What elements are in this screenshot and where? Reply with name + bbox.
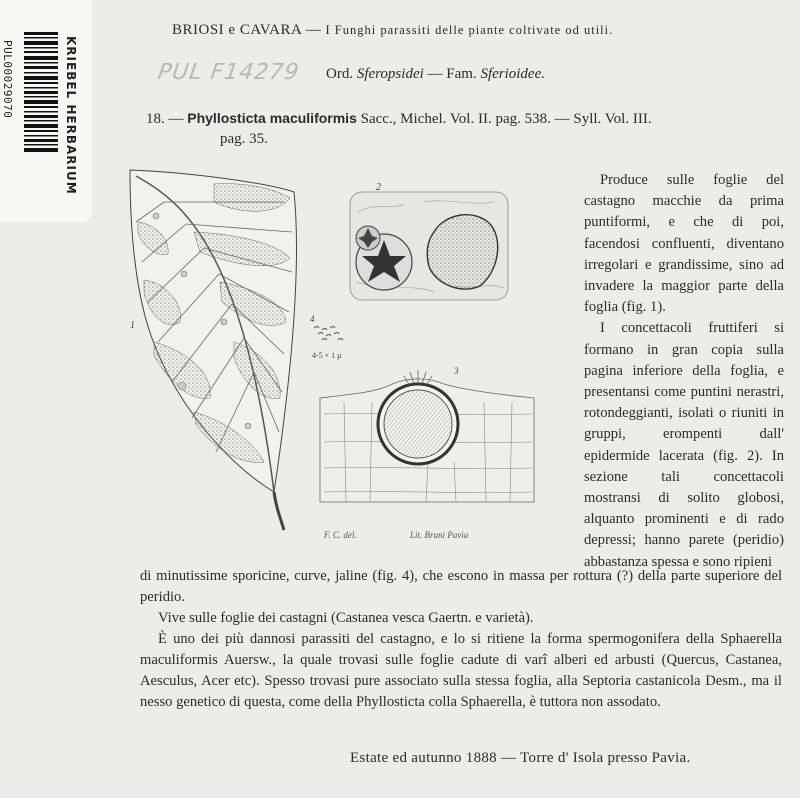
species-heading — [146, 108, 786, 149]
fig2-label: 2 — [376, 182, 381, 193]
species-authority: Sacc., Michel. Vol. II. pag. 538. — Syll. Vol. III. — [360, 111, 652, 127]
species-number: 18. — — [146, 111, 184, 127]
fig4-label: 4 — [310, 314, 315, 324]
artist-credit: F. C. del. — [324, 530, 357, 540]
spores-drawing — [310, 314, 343, 360]
herbarium-name: KRIEBEL HERBARIUM — [64, 36, 78, 195]
description-continuation: di minutissime sporicine, curve, jaline (fig. 4), che escono in massa per rottura (?) della parte superiore del peridio. — [140, 568, 782, 605]
description-column — [584, 170, 784, 573]
fig1-label: 1 — [130, 320, 135, 331]
body-text — [140, 566, 782, 713]
pycnidium-section-drawing — [320, 366, 534, 540]
barcode — [24, 32, 58, 152]
host-paragraph: Vive sulle foglie dei castagni (Castanea vesca Gaertn. e varietà). — [158, 610, 534, 626]
classification — [326, 66, 545, 83]
header-dash: — — [305, 22, 322, 38]
herbarium-label-card — [0, 0, 92, 222]
lithographer-credit: Lit. Bruni Pavia — [410, 530, 469, 540]
accession-stamp: PUL F14279 — [156, 60, 302, 85]
fig3-label: 3 — [454, 366, 459, 376]
description-paragraph-2: I concettacoli fruttiferi si formano in gran copia sulla pagina inferiore della foglia, e presentansi come puntini nerastri, rotondeggianti, isolati o riuniti in gruppi, erompenti dall' epidermide lacerata (fig. 2). In sezione tali concettacoli mostransi di solito globosi, alquanto prominenti e di rado depressi; hanno parete (peridio) abbastanza spessa e sono ripieni — [584, 320, 784, 570]
species-page: pag. 35. — [220, 131, 268, 147]
collection-locality: Estate ed autunno 1888 — Torre d' Isola presso Pavia. — [350, 750, 691, 766]
family-prefix: — Fam. — [427, 66, 477, 82]
fruiting-bodies-drawing — [350, 182, 508, 300]
notes-paragraph: È uno dei più dannosi parassiti del castagno, e lo si ritiene la forma spermogonifera della Sphaerella maculiformis Auersw., la quale trovasi sulle foglie cadute di varî alberi ed arbusti (Quercus, Castanea, Aesculus, Acer etc). Spesso trovasi pure associato sulla stessa foglia, alla Septoria castanicola Desm., ma il nesso genetico di questa, come della Phyllosticta colla Sphaerella, è tuttora non assodato. — [140, 631, 782, 710]
description-paragraph-1: Produce sulle foglie del castagno macchie da prima puntiformi, e che di poi, facendosi confluenti, diventano irregolari e grandissime, sino ad invadere la maggior parte della foglia (fig. 1). — [584, 172, 784, 316]
illustration-plate — [124, 162, 574, 562]
order-prefix: Ord. — [326, 66, 354, 82]
authors: BRIOSI e CAVARA — [172, 22, 302, 38]
spore-size: 4-5 × 1 μ — [312, 351, 342, 360]
leaf-drawing — [130, 170, 296, 530]
order-name: Sferopsidei — [356, 66, 424, 82]
series-title: I Funghi parassiti delle piante coltivate od utili. — [325, 23, 614, 37]
family-name: Sferioidee. — [480, 66, 546, 82]
species-name: Phyllosticta maculiformis — [187, 110, 357, 126]
catalog-number: PUL00029070 — [1, 40, 14, 119]
publication-header — [172, 22, 613, 39]
